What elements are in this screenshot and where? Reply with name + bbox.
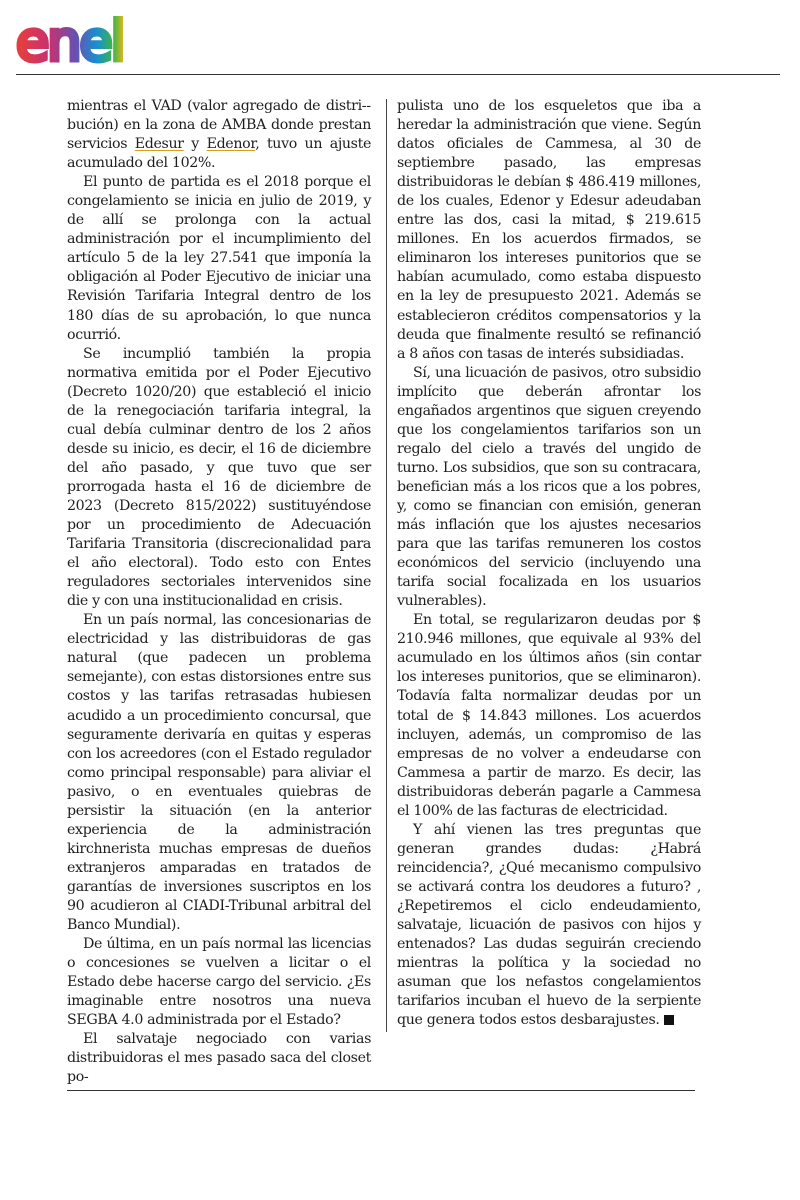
link-edesur[interactable]: Edesur	[134, 136, 184, 153]
column-divider	[386, 99, 387, 1032]
link-edenor[interactable]: Edenor	[206, 136, 256, 153]
paragraph: El punto de partida es el 2018 porque el congelamiento se inicia en julio de 2019, y de allí se prolonga con la actual administración por el incumplimiento del artículo 5 de la ley 27.541 que imponía la obligación al Poder Ejecutivo de iniciar una Revisión Tarifaria Integral dentro de los 180 días de su aprobación, lo que nunca ocurrió.	[67, 174, 371, 343]
header-rule	[16, 74, 780, 75]
paragraph: Se incumplió también la propia normativa emitida por el Poder Ejecutivo (Decreto 1020/20) que estableció el inicio de la renegociación tarifaria integral, la cual debía culminar dentro de los 2 años desde su inicio, es decir, el 16 de diciembre del año pasado, y que tuvo que ser prorrogada hasta el 16 de diciembre de 2023 (Decreto 815/2022) sustituyéndose por un procedimiento de Adecuación Tarifaria Transitoria (discrecionalidad para el año electoral). Todo esto con Entes reguladores sectoriales intervenidos sine die y con una institucionalidad en crisis.	[67, 345, 371, 610]
enel-logo	[14, 12, 174, 70]
article-column-left	[67, 97, 371, 1087]
paragraph: pulista uno de los esqueletos que iba a heredar la administración que viene. Según datos oficiales de Cammesa, al 30 de septiembre pasado, las empresas distribuidoras le debían $ 486.419 millones, de los cuales, Edenor y Edesur adeudaban entre las dos, casi la mitad, $ 219.615 millones. En los acuerdos firmados, se eliminaron los intereses punitorios que se habían acumulado, como estaba dispuesto en la ley de presupuesto 2021. Además se establecieron créditos compensatorios y la deuda que finalmente resultó se refinanció a 8 años con tasas de interés subsidiadas.	[397, 98, 701, 362]
end-of-article-mark	[664, 1015, 674, 1025]
paragraph: En un país normal, las concesionarias de electricidad y las distribuidoras de gas natural (que padecen un problema semejante), con estas distorsiones entre sus costos y las tarifas retrasadas hubiesen acudido a un procedimiento concursal, que seguramente derivaría en quitas y esperas con los acreedores (con el Estado regulador como principal responsable) para aliviar el pasivo, o en eventuales quiebras de persistir la situación (en la anterior experiencia de la administración kirchnerista muchas empresas de dueños extranjeros amparadas en tratados de garantías de inversiones suscriptos en los 90 acudieron al CIADI-Tribunal arbitral del Banco Mundial).	[67, 612, 371, 934]
footer-rule	[67, 1090, 695, 1091]
paragraph: El salvataje negociado con varias distribuidoras el mes pasado saca del closet po-	[67, 1031, 371, 1086]
paragraph: mientras el VAD (valor agregado de distri-bución) en la zona de AMBA donde prestan servicios Edesur y Edenor, tuvo un ajuste acumulado del 102%.	[67, 98, 371, 172]
paragraph: Y ahí vienen las tres preguntas que generan grandes dudas: ¿Habrá reincidencia?, ¿Qué mecanismo compulsivo se activará contra los deudores a futuro? , ¿Repetiremos el ciclo endeudamiento, salvataje, licuación de pasivos con hijos y entenados? Las dudas seguirán creciendo mientras la política y la sociedad no asuman que los nefastos congelamientos tarifarios incuban el huevo de la serpiente que genera todos estos desbarajustes.	[397, 821, 701, 1029]
paragraph: En total, se regularizaron deudas por $ 210.946 millones, que equivale al 93% del acumulado en los últimos años (sin contar los intereses punitorios, que se eliminaron). Todavía falta normalizar deudas por un total de $ 14.843 millones. Los acuerdos incluyen, además, un compromiso de las empresas de no volver a endeudarse con Cammesa a partir de marzo. Es decir, las distribuidoras deberán pagarle a Cammesa el 100% de las facturas de electricidad.	[397, 612, 701, 819]
paragraph: Sí, una licuación de pasivos, otro subsidio implícito que deberán afrontar los engañados argentinos que siguen creyendo que los congelamientos tarifarios son un regalo del cielo a través del ungido de turno. Los subsidios, que son su contracara, benefician más a los ricos que a los pobres, y, como se financian con emisión, generan más inflación que los ajustes necesarios para que las tarifas remuneren los costos económicos del servicio (incluyendo una tarifa social focalizada en los usuarios vulnerables).	[397, 364, 701, 610]
logo-wordmark: enel	[16, 12, 124, 70]
article-column-right	[397, 97, 701, 1030]
paragraph: De última, en un país normal las licencias o concesiones se vuelven a licitar o el Estado debe hacerse cargo del servicio. ¿Es imaginable entre nosotros una nueva SEGBA 4.0 administrada por el Estado?	[67, 936, 371, 1029]
